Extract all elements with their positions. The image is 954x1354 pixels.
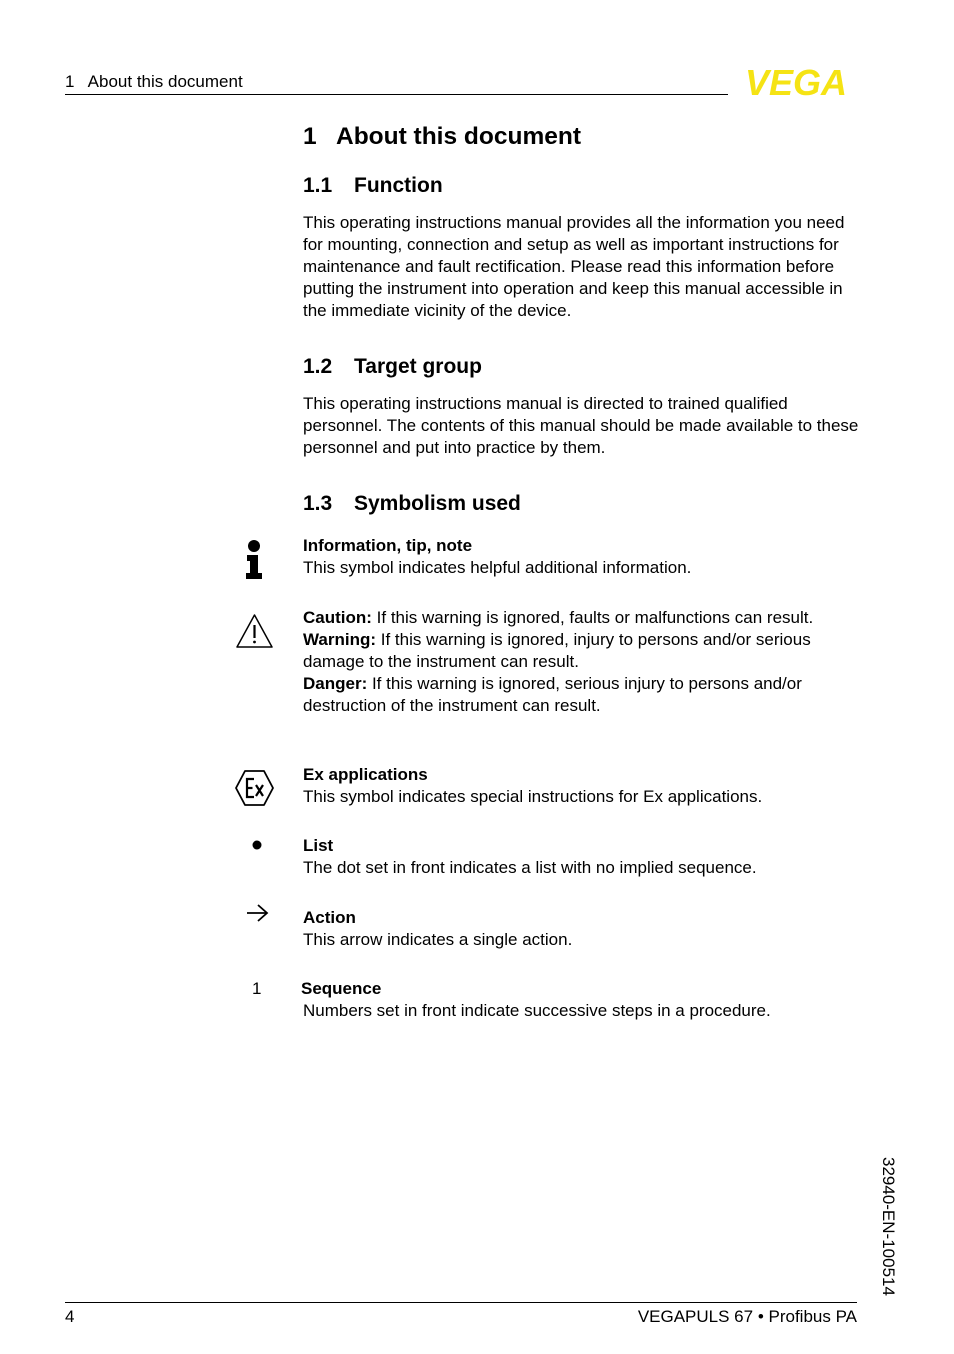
- caution-text: If this warning is ignored, faults or malfunctions can result.: [371, 608, 814, 627]
- chapter-title-text: About this document: [336, 123, 581, 150]
- symbol-ex-text: This symbol indicates special instructions for Ex applications.: [303, 787, 763, 806]
- section-number: 1.3: [303, 492, 333, 515]
- warning-line: [303, 629, 863, 673]
- ex-hexagon-icon: [234, 769, 275, 807]
- caution-label: Caution:: [303, 608, 372, 627]
- arrow-right-icon: [246, 903, 270, 923]
- footer-rule: [65, 1302, 857, 1303]
- symbol-list-text: The dot set in front indicates a list with no implied sequence.: [303, 858, 757, 877]
- vega-logo: [734, 65, 858, 99]
- warning-label: Warning:: [303, 630, 377, 649]
- footer-product: VEGAPULS 67 • Profibus PA: [637, 1307, 857, 1326]
- function-paragraph: [303, 212, 863, 322]
- danger-label: Danger:: [303, 674, 368, 693]
- sequence-number: 1: [252, 979, 262, 998]
- symbol-action: [303, 907, 863, 951]
- vega-logo-text: VEGA: [744, 65, 848, 99]
- section-number: 1.1: [303, 174, 333, 197]
- section-number: 1.2: [303, 355, 333, 378]
- symbol-sequence-title: Sequence: [301, 979, 382, 998]
- symbol-warning: [303, 607, 863, 717]
- chapter-title: [303, 123, 581, 151]
- chapter-number: 1: [303, 123, 317, 150]
- symbol-sequence: [301, 978, 861, 1022]
- symbol-info-title: Information, tip, note: [303, 536, 473, 555]
- danger-text: If this warning is ignored, serious injury to persons and/or destruction of the instrument can result.: [303, 674, 802, 715]
- document-id: 32940-EN-100514: [879, 1157, 898, 1296]
- section-title: Symbolism used: [354, 492, 521, 515]
- symbol-info: [303, 535, 863, 579]
- bullet-dot-icon: [252, 840, 262, 850]
- symbol-ex: [303, 764, 863, 808]
- section-heading-symbolism: [303, 492, 521, 516]
- section-heading-function: [303, 174, 443, 198]
- function-text: This operating instructions manual provides all the information you need for mounting, connection and setup as well as important instructions for maintenance and fault rectification. Please read this information before putting the instrument into operation and keep this manual accessible in the immediate vicinity of the device.: [303, 213, 845, 320]
- symbol-action-title: Action: [303, 908, 356, 927]
- caution-line: [303, 607, 863, 629]
- section-heading-target-group: [303, 355, 482, 379]
- section-title: Target group: [354, 355, 482, 378]
- header-rule: [65, 94, 728, 95]
- symbol-ex-title: Ex applications: [303, 765, 428, 784]
- symbol-list-title: List: [303, 836, 334, 855]
- symbol-sequence-text: Numbers set in front indicate successive steps in a procedure.: [303, 1001, 771, 1020]
- symbol-info-text: This symbol indicates helpful additional information.: [303, 558, 692, 577]
- warning-triangle-icon: [235, 613, 274, 649]
- page-number: 4: [65, 1307, 75, 1326]
- symbol-action-text: This arrow indicates a single action.: [303, 930, 573, 949]
- target-group-text: This operating instructions manual is directed to trained qualified personnel. The contents of this manual should be made available to these personnel and put into practice by them.: [303, 394, 859, 457]
- info-icon: [244, 540, 264, 580]
- running-header: 1 About this document: [65, 72, 243, 91]
- target-group-paragraph: [303, 393, 863, 459]
- warning-text: If this warning is ignored, injury to persons and/or serious damage to the instrument can result.: [303, 630, 811, 671]
- section-title: Function: [354, 174, 443, 197]
- symbol-list: [303, 835, 863, 879]
- danger-line: [303, 673, 863, 717]
